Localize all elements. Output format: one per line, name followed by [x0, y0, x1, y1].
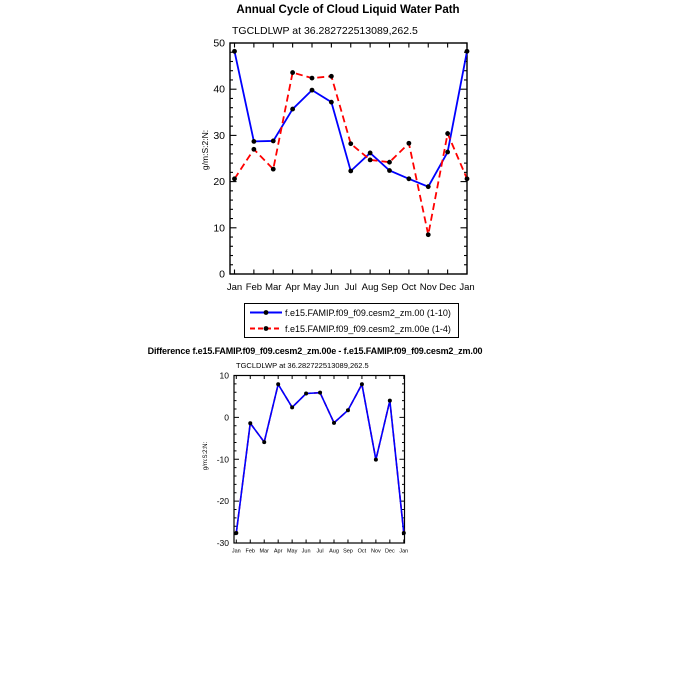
- data-point-marker-0: [388, 399, 392, 403]
- data-point-marker-0: [332, 421, 336, 425]
- x-axis-tick-label: Dec: [384, 548, 395, 555]
- x-axis-tick-label: Dec: [439, 282, 457, 293]
- y-axis-tick-label: 10: [213, 222, 225, 235]
- data-point-marker-0: [318, 391, 322, 395]
- data-point-marker-0: [329, 100, 334, 105]
- x-axis-tick-label: Nov: [419, 282, 437, 293]
- y-axis-tick-label: 30: [213, 129, 225, 142]
- x-axis-tick-label: Aug: [329, 548, 339, 555]
- data-point-marker-0: [290, 405, 294, 409]
- x-axis-tick-label: May: [286, 548, 298, 555]
- legend-row-model-00: [249, 305, 458, 320]
- x-axis-tick-label: Jul: [316, 548, 324, 555]
- data-point-marker-0: [262, 440, 266, 444]
- x-axis-tick-label: Apr: [273, 548, 283, 555]
- y-axis-tick-label: 40: [213, 83, 225, 96]
- y-axis-tick-label: -30: [216, 538, 229, 548]
- data-point-marker-0: [402, 531, 406, 535]
- data-point-marker-1: [251, 147, 256, 152]
- data-point-marker-1: [232, 176, 237, 181]
- data-point-marker-0: [360, 382, 364, 386]
- data-point-marker-1: [465, 176, 470, 181]
- x-axis-tick-label: Nov: [370, 548, 381, 555]
- x-axis-tick-label: Feb: [245, 282, 263, 293]
- data-point-marker-0: [445, 150, 450, 155]
- x-axis-tick-label: Mar: [265, 282, 282, 293]
- series-line-0: [236, 384, 403, 533]
- plot-frame: [230, 43, 467, 274]
- difference-chart-subtitle: TGCLDLWP at 36.282722513089,262.5: [236, 361, 369, 370]
- x-axis-tick-label: Jun: [301, 548, 311, 555]
- data-point-marker-1: [348, 141, 353, 146]
- x-axis-tick-label: Jan: [231, 548, 241, 555]
- x-axis-tick-label: Feb: [245, 548, 256, 555]
- x-axis-tick-label: Sep: [343, 548, 353, 555]
- data-point-marker-0: [426, 184, 431, 189]
- annual-cycle-chart-title: Annual Cycle of Cloud Liquid Water Path: [236, 4, 460, 16]
- data-point-marker-0: [406, 176, 411, 181]
- x-axis-tick-label: Jan: [459, 282, 475, 293]
- data-point-marker-1: [445, 131, 450, 136]
- x-axis-tick-label: Oct: [357, 548, 367, 555]
- x-axis-tick-label: Jul: [344, 282, 357, 293]
- x-axis-tick-label: Jan: [399, 548, 409, 555]
- series-line-1: [235, 73, 468, 235]
- data-point-marker-0: [348, 169, 353, 174]
- legend-label-model-00: f.e15.FAMIP.f09_f09.cesm2_zm.00 (1-10): [285, 307, 451, 318]
- y-axis-tick-label: 0: [219, 268, 225, 281]
- data-point-marker-1: [310, 76, 315, 81]
- x-axis-tick-label: Apr: [285, 282, 301, 293]
- y-axis-tick-label: 20: [213, 176, 225, 189]
- x-axis-tick-label: Mar: [259, 548, 269, 555]
- y-axis-tick-label: -20: [216, 496, 229, 507]
- x-axis-tick-label: Jun: [323, 282, 340, 293]
- legend-line-sample-solid: [249, 308, 283, 317]
- data-point-marker-0: [251, 139, 256, 144]
- y-axis-tick-label: 0: [224, 412, 229, 423]
- data-point-marker-0: [465, 49, 470, 54]
- data-point-marker-0: [374, 458, 378, 462]
- x-axis-tick-label: Aug: [361, 282, 379, 293]
- difference-chart-title: Difference f.e15.FAMIP.f09_f09.cesm2_zm.00e - f.e15.FAMIP.f09_f09.cesm2_zm.00: [147, 346, 483, 356]
- data-point-marker-1: [387, 160, 392, 165]
- difference-line-red-dashed: [236, 384, 403, 533]
- legend-line-sample-dashed: [249, 324, 283, 333]
- data-point-marker-0: [304, 392, 308, 396]
- y-axis-tick-label: 50: [213, 37, 225, 50]
- legend-sample-marker: [264, 310, 269, 315]
- legend-row-model-00e: [249, 321, 458, 336]
- y-axis-tick-label: -10: [216, 454, 229, 465]
- legend-box: [244, 303, 459, 338]
- annual-cycle-chart-subtitle: TGCLDLWP at 36.282722513089,262.5: [232, 25, 418, 37]
- data-point-marker-1: [271, 167, 276, 172]
- x-axis-tick-label: Sep: [381, 282, 398, 293]
- data-point-marker-1: [290, 70, 295, 75]
- data-point-marker-0: [271, 139, 276, 144]
- annual-cycle-y-axis-label: g/m:S:2:N:: [200, 129, 210, 171]
- x-axis-tick-label: May: [303, 282, 321, 293]
- data-point-marker-0: [310, 88, 315, 93]
- data-point-marker-1: [406, 141, 411, 146]
- x-axis-tick-label: Jan: [226, 282, 243, 293]
- x-axis-tick-label: Oct: [401, 282, 417, 293]
- data-point-marker-0: [248, 421, 252, 425]
- difference-y-axis-label: g/m:S:2:N:: [203, 441, 209, 471]
- data-point-marker-0: [346, 408, 350, 412]
- data-point-marker-0: [290, 107, 295, 112]
- y-axis-tick-label: 10: [219, 370, 229, 381]
- data-point-marker-1: [329, 74, 334, 79]
- data-point-marker-1: [368, 157, 373, 162]
- data-point-marker-0: [276, 382, 280, 386]
- legend-sample-marker: [264, 326, 269, 331]
- data-point-marker-0: [368, 151, 373, 156]
- data-point-marker-0: [387, 168, 392, 173]
- data-point-marker-1: [426, 232, 431, 237]
- data-point-marker-0: [232, 49, 237, 54]
- legend-label-model-00e: f.e15.FAMIP.f09_f09.cesm2_zm.00e (1-4): [285, 323, 451, 334]
- data-point-marker-0: [234, 531, 238, 535]
- plot-frame: [234, 376, 405, 544]
